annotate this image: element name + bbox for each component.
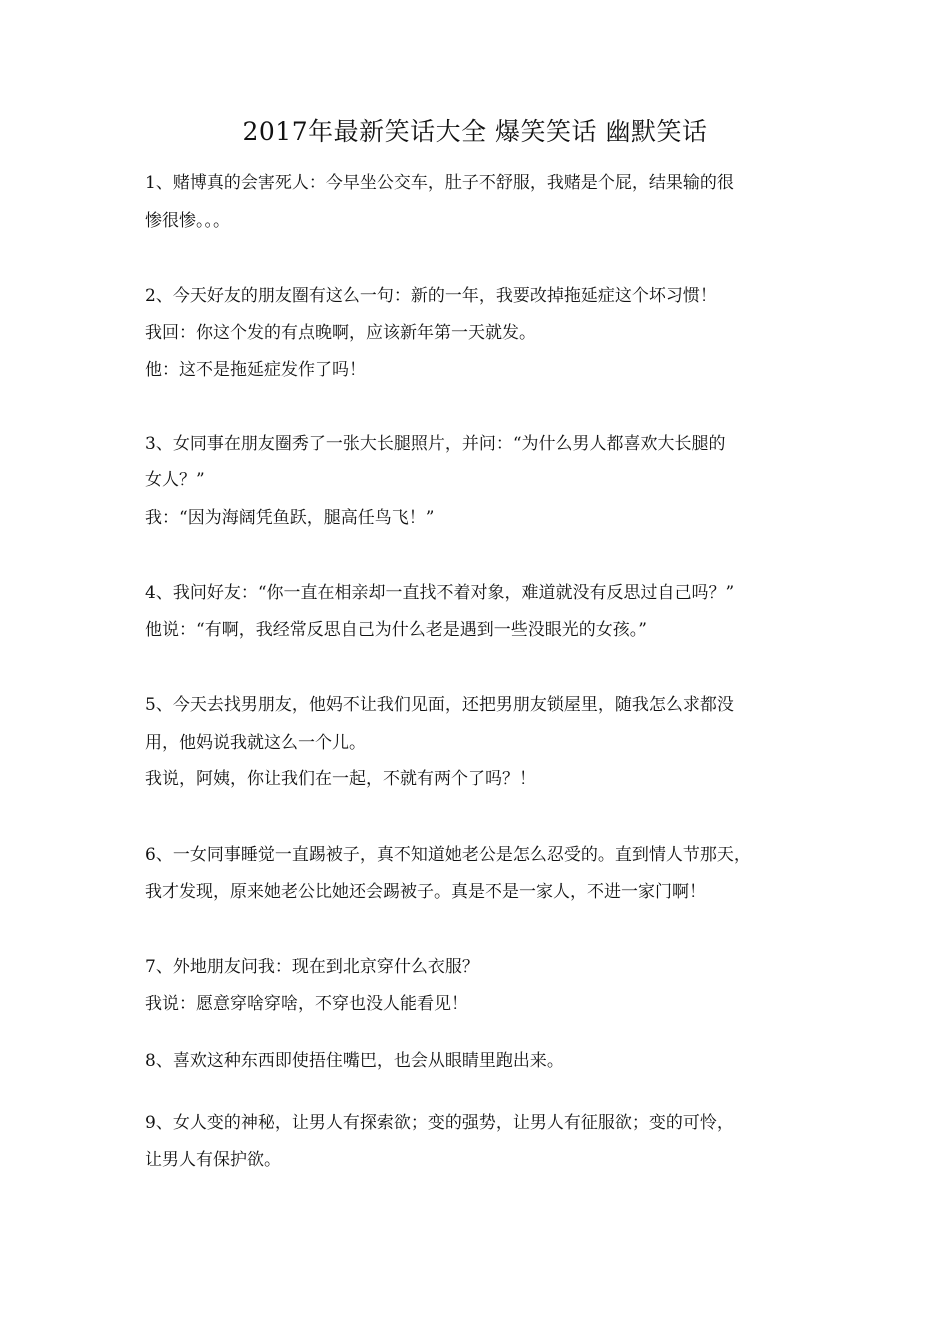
joke-5-line-2: 用，他妈说我就这么一个儿。 [145, 733, 366, 753]
joke-7-line-2: 我说：愿意穿啥穿啥，不穿也没人能看见！ [145, 994, 468, 1014]
joke-8-line-1: 8、喜欢这种东西即使捂住嘴巴，也会从眼睛里跑出来。 [145, 1051, 564, 1071]
joke-4-line-1: 4、我问好友：“你一直在相亲却一直找不着对象，难道就没有反思过自己吗？” [145, 583, 735, 603]
joke-1-line-1: 1、赌博真的会害死人：今早坐公交车，肚子不舒服，我赌是个屁，结果输的很 [145, 173, 734, 193]
joke-5-line-1: 5、今天去找男朋友，他妈不让我们见面，还把男朋友锁屋里，随我怎么求都没 [145, 695, 734, 715]
joke-4-line-2: 他说：“有啊，我经常反思自己为什么老是遇到一些没眼光的女孩。” [145, 620, 647, 640]
joke-2-line-3: 他：这不是拖延症发作了吗！ [145, 360, 366, 380]
joke-9-line-1: 9、女人变的神秘，让男人有探索欲；变的强势，让男人有征服欲；变的可怜， [145, 1113, 734, 1133]
joke-2-line-2: 我回：你这个发的有点晚啊，应该新年第一天就发。 [145, 323, 536, 343]
joke-3-line-3: 我：“因为海阔凭鱼跃，腿高任鸟飞！” [145, 508, 435, 528]
joke-6-line-2: 我才发现，原来她老公比她还会踢被子。真是不是一家人，不进一家门啊！ [145, 882, 706, 902]
joke-3-line-2: 女人？” [145, 470, 205, 490]
joke-6-line-1: 6、一女同事睡觉一直踢被子，真不知道她老公是怎么忍受的。直到情人节那天， [145, 845, 751, 865]
joke-1-line-2: 惨很惨。。。 [145, 211, 230, 231]
joke-3-line-1: 3、女同事在朋友圈秀了一张大长腿照片，并问：“为什么男人都喜欢大长腿的 [145, 434, 726, 454]
document-title: 2017年最新笑话大全 爆笑笑话 幽默笑话 [242, 117, 708, 146]
joke-7-line-1: 7、外地朋友问我：现在到北京穿什么衣服？ [145, 957, 479, 977]
joke-9-line-2: 让男人有保护欲。 [145, 1150, 281, 1170]
joke-5-line-3: 我说，阿姨，你让我们在一起，不就有两个了吗？！ [145, 769, 536, 789]
joke-2-line-1: 2、今天好友的朋友圈有这么一句：新的一年，我要改掉拖延症这个坏习惯！ [145, 286, 717, 306]
